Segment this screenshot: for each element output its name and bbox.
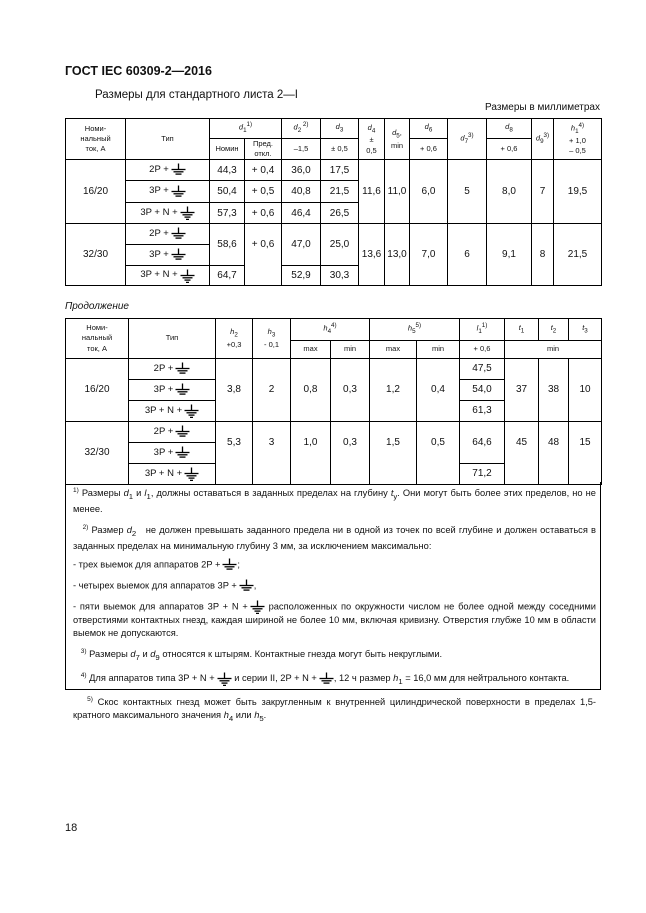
- l1-cell: 54,0: [460, 380, 505, 401]
- footnote-2-item: - трех выемок для аппаратов 2P + ;: [73, 558, 596, 572]
- page-number: 18: [65, 822, 78, 834]
- d6-cell: 7,0: [410, 224, 448, 286]
- footnote-1: $^{1)}$ Размеры $d_1$ и $l_1$, должны оставаться в заданных пределах на глубину $t_y$. Они могут быть более этих пределов, но не менее.: [73, 487, 596, 514]
- header-h1: $h_1^{4)}$ + 1,0 – 0,5: [554, 119, 602, 160]
- earth-icon: [180, 269, 195, 283]
- h5-max-cell: 1,5: [370, 422, 417, 464]
- d4-cell: 11,6: [359, 160, 385, 224]
- header-d3-tol: ± 0,5: [321, 139, 359, 160]
- header-l1: $l_1^{1)}$: [460, 319, 505, 341]
- h2-cell: 5,3: [216, 422, 253, 464]
- earth-icon: [184, 467, 199, 481]
- d7-cell: 5: [448, 160, 487, 224]
- earth-icon: [171, 227, 186, 241]
- d1-dev-cell: + 0,6: [245, 203, 282, 224]
- l1-cell: 64,6: [460, 422, 505, 464]
- header-d5: $d_5$, min: [385, 119, 410, 160]
- earth-icon: [250, 600, 265, 614]
- header-d4: $d_4$ ± 0,5: [359, 119, 385, 160]
- type-cell: 3P + N +: [126, 266, 210, 286]
- h5-min-cell: 0,4: [417, 359, 460, 422]
- earth-icon: [239, 579, 254, 593]
- footnote-4: $^{4)}$ Для аппаратов типа 3P + N + и серии II, 2P + N + , 12 ч размер $h_1 = 16,0$ мм для нейтрального контакта.: [80, 671, 570, 686]
- header-d6-tol: + 0,6: [410, 139, 448, 160]
- header-h2: $h_2$ +0,3: [216, 319, 253, 359]
- h1-cell: 21,5: [554, 224, 602, 286]
- t2-cell: 48: [539, 422, 569, 464]
- type-cell: 2P +: [126, 224, 210, 245]
- type-cell: 2P +: [129, 422, 216, 443]
- d2-cell: 36,0: [282, 160, 321, 181]
- d5-cell: 11,0: [385, 160, 410, 224]
- earth-icon: [180, 206, 195, 220]
- footnote-5: $^{5)}$ Скос контактных гнезд может быть закругленным к внутренней цилиндрической поверхности в пределах 1,5-кратного максимального значения $h_4$ или $h_5$.: [73, 695, 596, 723]
- d9-cell: 8: [532, 224, 554, 286]
- type-cell: 3P + N +: [129, 401, 216, 422]
- header-h5-max: max: [370, 341, 417, 359]
- header-t-min: min: [505, 341, 602, 359]
- type-cell: 3P +: [126, 245, 210, 266]
- d3-cell: 17,5: [321, 160, 359, 181]
- l1-cell: 71,2: [460, 464, 505, 485]
- header-h4: $h_4^{4)}$: [291, 319, 370, 341]
- d1-dev-cell: + 0,6: [245, 224, 282, 266]
- h3-cell: 3: [253, 422, 291, 464]
- l1-cell: 47,5: [460, 359, 505, 380]
- type-cell: 3P +: [129, 380, 216, 401]
- type-cell: 2P +: [126, 160, 210, 181]
- header-d6: $d_6$: [410, 119, 448, 139]
- d1-dev-cell: + 0,4: [245, 160, 282, 181]
- header-d2: $d_2$ $^{2)}$: [282, 119, 321, 139]
- earth-icon: [171, 163, 186, 177]
- earth-icon: [175, 425, 190, 439]
- current-cell: 16/20: [66, 160, 126, 224]
- d2-cell: 46,4: [282, 203, 321, 224]
- t3-cell: 10: [569, 359, 602, 422]
- header-d3: $d_3$: [321, 119, 359, 139]
- type-cell: 3P +: [129, 443, 216, 464]
- footnotes: [65, 482, 601, 723]
- d2-cell: 47,0: [282, 224, 321, 266]
- h4-min-cell: 0,3: [331, 422, 370, 464]
- d2-cell: 52,9: [282, 266, 321, 286]
- d4-cell: 13,6: [359, 224, 385, 286]
- earth-icon: [171, 185, 186, 199]
- type-cell: 3P + N +: [126, 203, 210, 224]
- d1-nom-cell: 50,4: [210, 181, 245, 203]
- earth-icon: [175, 362, 190, 376]
- header-h5: $h_5^{5)}$: [370, 319, 460, 341]
- table-title: Размеры для стандартного листа 2—I: [95, 89, 298, 101]
- d9-cell: 7: [532, 160, 554, 224]
- dimensions-table-1: [65, 118, 602, 286]
- continuation-label: Продолжение: [65, 301, 129, 312]
- d1-nom-cell: 64,7: [210, 266, 245, 286]
- header-h5-min: min: [417, 341, 460, 359]
- d1-dev-cell: + 0,5: [245, 181, 282, 203]
- d1-nom-cell: 57,3: [210, 203, 245, 224]
- header-h4-min: min: [331, 341, 370, 359]
- current-cell: 16/20: [66, 359, 129, 422]
- footnote-2-item: - четырех выемок для аппаратов 3P + ,: [73, 579, 596, 593]
- d7-cell: 6: [448, 224, 487, 286]
- dimensions-table-2: [65, 318, 602, 485]
- header-h4-max: max: [291, 341, 331, 359]
- d3-cell: 26,5: [321, 203, 359, 224]
- h4-max-cell: 0,8: [291, 359, 331, 422]
- earth-icon: [175, 446, 190, 460]
- header-l1-tol: + 0,6: [460, 341, 505, 359]
- footnote-2-item: - пяти выемок для аппаратов 3P + N + расположенных по окружности числом не более одной между соседними отверстиями контактных гнезд, каждая шириной не более 10 мм, включая кривизну. Отверстия глубже 10 мм в области выемок не допускаются.: [73, 601, 596, 638]
- d1-nom-cell: 58,6: [210, 224, 245, 266]
- d8-cell: 8,0: [487, 160, 532, 224]
- earth-icon: [217, 672, 232, 686]
- d1-dev-empty: [245, 266, 282, 286]
- header-d1-nominal: Номин: [210, 139, 245, 160]
- l1-cell: 61,3: [460, 401, 505, 422]
- units-label: Размеры в миллиметрах: [485, 102, 600, 113]
- h2-cell: 3,8: [216, 359, 253, 422]
- header-d8: $d_8$: [487, 119, 532, 139]
- d5-cell: 13,0: [385, 224, 410, 286]
- header-t3: $t_3$: [569, 319, 602, 341]
- header-d7: $d_7^{3)}$: [448, 119, 487, 160]
- t1-cell: 37: [505, 359, 539, 422]
- current-cell: 32/30: [66, 224, 126, 286]
- d3-cell: 21,5: [321, 181, 359, 203]
- header-type: Тип: [129, 319, 216, 359]
- h5-min-cell: 0,5: [417, 422, 460, 464]
- current-cell: 32/30: [66, 422, 129, 485]
- header-d1-deviation: Пред. откл.: [245, 139, 282, 160]
- footnote-2: $^{2)}$ Размер $d_2$ не должен превышать заданного предела ни в одной из точек по всей глубине и должен оставаться в заданных пределах на минимальную глубину 3 мм, за исключением максимально:: [73, 523, 596, 551]
- earth-icon: [184, 404, 199, 418]
- h4-min-cell: 0,3: [331, 359, 370, 422]
- h5-max-cell: 1,2: [370, 359, 417, 422]
- header-nominal-current: Номи- нальный ток, А: [66, 319, 129, 359]
- earth-icon: [171, 248, 186, 262]
- type-cell: 3P +: [126, 181, 210, 203]
- h3-cell: 2: [253, 359, 291, 422]
- t1-cell: 45: [505, 422, 539, 464]
- d2-cell: 40,8: [282, 181, 321, 203]
- page-header: ГОСТ IEC 60309-2—2016: [65, 64, 212, 78]
- earth-icon: [222, 558, 237, 572]
- d8-cell: 9,1: [487, 224, 532, 286]
- footnote-3: $^{3)}$ Размеры $d_7$ и $d_9$ относятся к штырям. Контактные гнезда могут быть некруглыми.: [80, 647, 443, 662]
- header-t2: $t_2$: [539, 319, 569, 341]
- h4-max-cell: 1,0: [291, 422, 331, 464]
- header-nominal-current: Номи- нальный ток, А: [66, 119, 126, 160]
- type-cell: 3P + N +: [129, 464, 216, 485]
- d3-cell: 25,0: [321, 224, 359, 266]
- d1-nom-cell: 44,3: [210, 160, 245, 181]
- d3-cell: 30,3: [321, 266, 359, 286]
- t2-cell: 38: [539, 359, 569, 422]
- d6-cell: 6,0: [410, 160, 448, 224]
- header-d9: $d_9^{3)}$: [532, 119, 554, 160]
- earth-icon: [175, 383, 190, 397]
- h1-cell: 19,5: [554, 160, 602, 224]
- header-d1: $d_1^{1)}$: [210, 119, 282, 139]
- earth-icon: [319, 672, 334, 686]
- t3-cell: 15: [569, 422, 602, 464]
- header-d2-tol: –1,5: [282, 139, 321, 160]
- header-type: Тип: [126, 119, 210, 160]
- header-d8-tol: + 0,6: [487, 139, 532, 160]
- header-h3: $h_3$ - 0,1: [253, 319, 291, 359]
- type-cell: 2P +: [129, 359, 216, 380]
- header-t1: $t_1$: [505, 319, 539, 341]
